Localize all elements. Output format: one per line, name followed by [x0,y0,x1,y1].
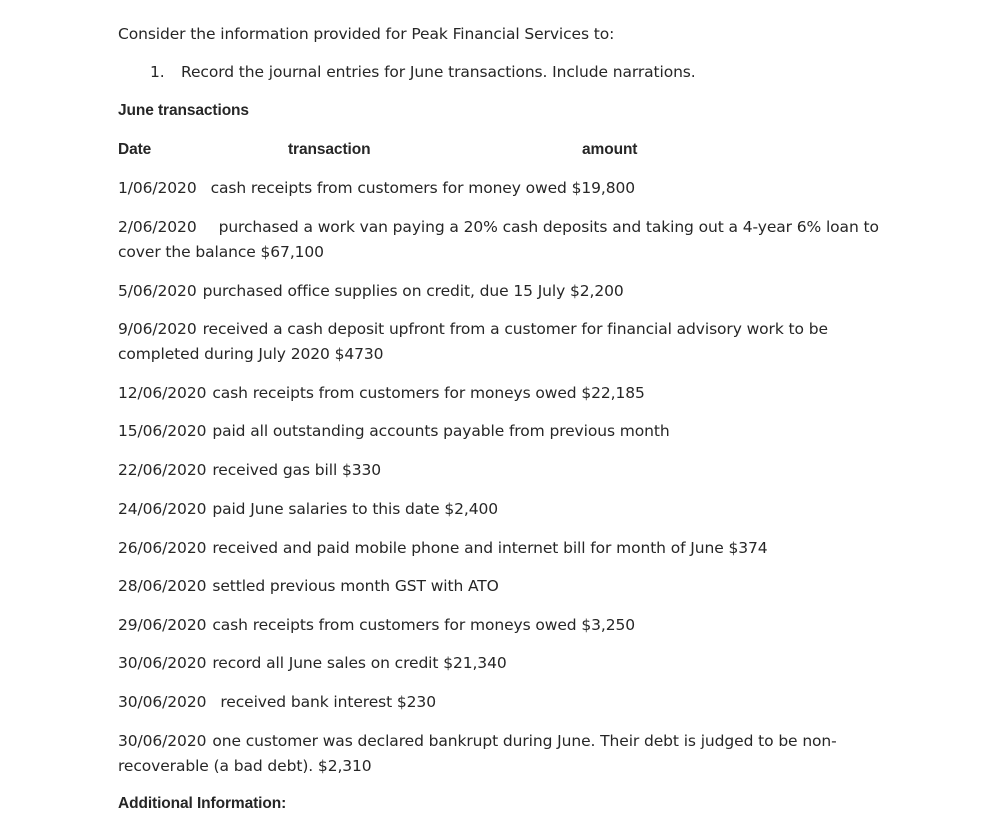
transaction-row-continued: cover the balance $67,100 [118,243,324,261]
transaction-row [118,419,670,443]
transaction-row [118,729,837,753]
transaction-date: 22/06/2020 [118,461,207,479]
transaction-text: received bank interest $230 [220,693,436,711]
transaction-row [118,536,768,560]
transaction-row [118,317,828,341]
transaction-row [118,176,635,200]
transaction-row [118,458,381,482]
transaction-date: 2/06/2020 [118,218,197,236]
transaction-text: cash receipts from customers for moneys owed $22,185 [212,384,645,402]
transaction-text: received and paid mobile phone and internet bill for month of June $374 [212,539,768,557]
transaction-row [118,279,624,303]
transaction-row [118,497,498,521]
transaction-row [118,651,507,675]
header-amount: amount [582,141,638,158]
transaction-text: settled previous month GST with ATO [212,577,499,595]
transaction-row [118,381,645,405]
transaction-row [118,690,436,714]
transaction-date: 12/06/2020 [118,384,207,402]
transaction-row-continued: completed during July 2020 $4730 [118,345,384,363]
transaction-text: paid all outstanding accounts payable from previous month [212,422,670,440]
transaction-date: 30/06/2020 [118,693,207,711]
transaction-row-continued: recoverable (a bad debt). $2,310 [118,757,372,775]
transaction-text: record all June sales on credit $21,340 [212,654,507,672]
transaction-text: received gas bill $330 [212,461,382,479]
intro-text: Consider the information provided for Peak Financial Services to: [118,25,615,43]
header-date: Date [118,141,152,158]
transaction-text: cash receipts from customers for moneys owed $3,250 [212,616,635,634]
transaction-date: 1/06/2020 [118,179,197,197]
transaction-text: received a cash deposit upfront from a customer for financial advisory work to be [202,320,828,338]
transaction-text: purchased office supplies on credit, due 15 July $2,200 [202,282,624,300]
transaction-date: 15/06/2020 [118,422,207,440]
transaction-date: 26/06/2020 [118,539,207,557]
footer-heading: Additional Information: [118,795,287,812]
task-number: 1. [150,63,165,81]
transaction-date: 29/06/2020 [118,616,207,634]
transaction-date: 5/06/2020 [118,282,197,300]
header-transaction: transaction [288,141,371,158]
transaction-date: 28/06/2020 [118,577,207,595]
transaction-date: 30/06/2020 [118,654,207,672]
transaction-row [118,613,635,637]
task-text: Record the journal entries for June transactions. Include narrations. [181,63,696,81]
transaction-row [118,215,879,239]
transaction-date: 9/06/2020 [118,320,197,338]
transaction-row [118,574,499,598]
transaction-text: one customer was declared bankrupt during June. Their debt is judged to be non- [212,732,837,750]
transaction-text: paid June salaries to this date $2,400 [212,500,499,518]
transaction-text: cash receipts from customers for money owed $19,800 [210,179,636,197]
transaction-date: 30/06/2020 [118,732,207,750]
transaction-date: 24/06/2020 [118,500,207,518]
transaction-text: purchased a work van paying a 20% cash deposits and taking out a 4-year 6% loan to [218,218,879,236]
section-heading: June transactions [118,102,249,119]
